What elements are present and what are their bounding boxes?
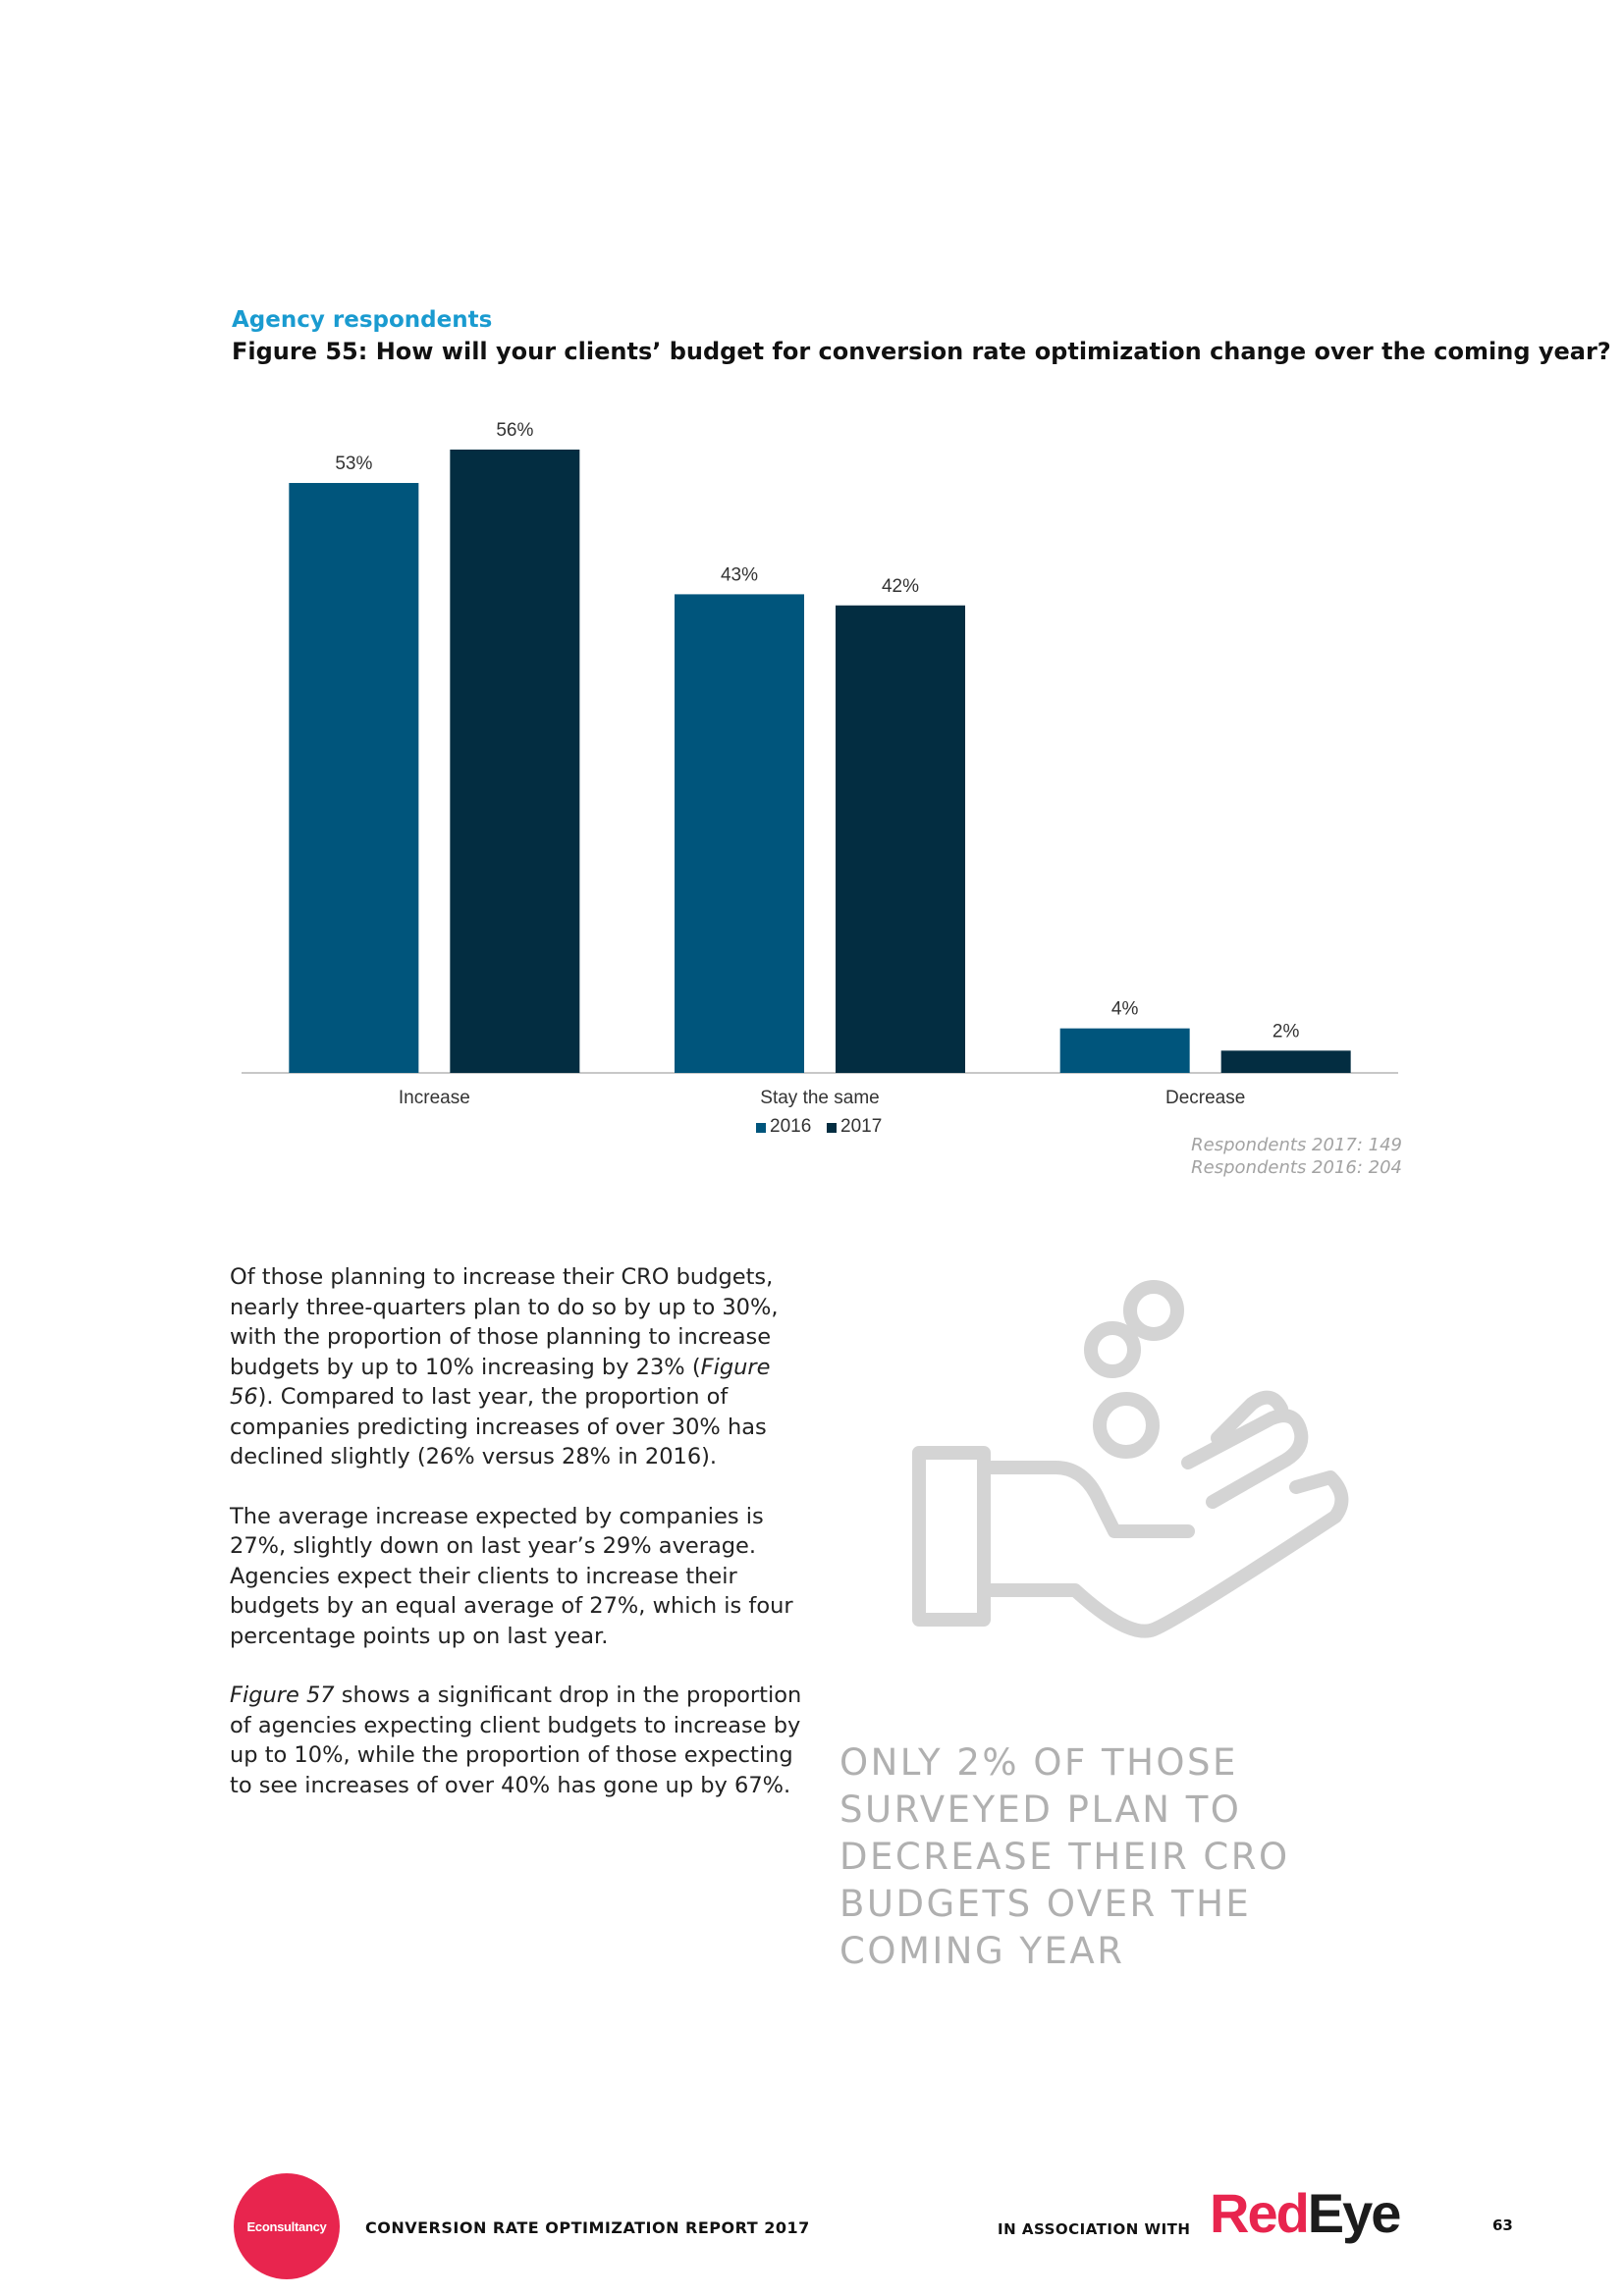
data-label-2016-0: 53% <box>335 454 373 475</box>
data-label-2017-0: 56% <box>496 420 534 441</box>
respondents-2016: Respondents 2016: 204 <box>1191 1157 1402 1178</box>
category-label-1: Stay the same <box>760 1088 880 1108</box>
bar-2016-0 <box>289 483 418 1073</box>
category-label-0: Increase <box>398 1088 470 1108</box>
bar-2016-1 <box>675 594 804 1073</box>
hand-with-coins-icon <box>884 1266 1355 1659</box>
bar-2016-2 <box>1060 1029 1190 1073</box>
body-text <box>230 1262 809 1830</box>
figure-title: Figure 55: How will your clients’ budget for conversion rate optimization change over the coming year? <box>232 338 1611 365</box>
figure-56-reference: Figure 56 <box>230 1354 771 1410</box>
data-label-2016-2: 4% <box>1110 998 1139 1020</box>
redeye-logo-red: Red <box>1210 2182 1308 2244</box>
redeye-logo <box>1210 2181 1399 2245</box>
legend-swatch-2017 <box>827 1123 837 1133</box>
legend-label-2016: 2016 <box>770 1116 812 1137</box>
data-label-2017-1: 42% <box>881 575 920 597</box>
paragraph-1: Of those planning to increase their CRO budgets, nearly three-quarters plan to do so by up to 30%, with the proportion of those planning to increase budgets by up to 10% increasing by 23% (Figure 56). Compared to last year, the proportion of companies predicting increases of over 30% has declined slightly (26% versus 28% in 2016). <box>230 1264 779 1469</box>
callout-quote: ONLY 2% OF THOSE SURVEYED PLAN TO DECREASE THEIR CRO BUDGETS OVER THE COMING YEAR <box>839 1741 1290 1972</box>
paragraph-3: Figure 57 shows a significant drop in the proportion of agencies expecting client budgets to increase by up to 10%, while the proportion of those expecting to see increases of over 40% has gone up by 67%. <box>230 1682 802 1798</box>
category-label-2: Decrease <box>1165 1088 1246 1108</box>
respondents-2017: Respondents 2017: 149 <box>1191 1135 1402 1155</box>
bar-2017-2 <box>1221 1050 1351 1073</box>
econsultancy-logo: Econsultancy <box>234 2173 340 2279</box>
footer-association: IN ASSOCIATION WITH <box>998 2220 1191 2238</box>
legend-label-2017: 2017 <box>840 1116 883 1137</box>
section-label: Agency respondents <box>232 307 493 333</box>
bar-2017-1 <box>836 606 965 1073</box>
data-label-2016-1: 43% <box>720 564 759 586</box>
figure-57-reference: Figure 57 <box>230 1682 335 1708</box>
bar-2017-0 <box>450 450 579 1073</box>
footer-report-title: CONVERSION RATE OPTIMIZATION REPORT 2017 <box>365 2218 810 2237</box>
legend-swatch-2016 <box>756 1123 766 1133</box>
data-label-2017-2: 2% <box>1272 1021 1300 1042</box>
page-number: 63 <box>1492 2216 1513 2234</box>
respondents-note <box>1191 1134 1402 1179</box>
paragraph-2: The average increase expected by companies is 27%, slightly down on last year’s 29% average. Agencies expect their clients to increase their budgets by an equal average of 27%, which is four percentage points up on last year. <box>230 1503 793 1649</box>
redeye-logo-eye: Eye <box>1307 2182 1400 2244</box>
